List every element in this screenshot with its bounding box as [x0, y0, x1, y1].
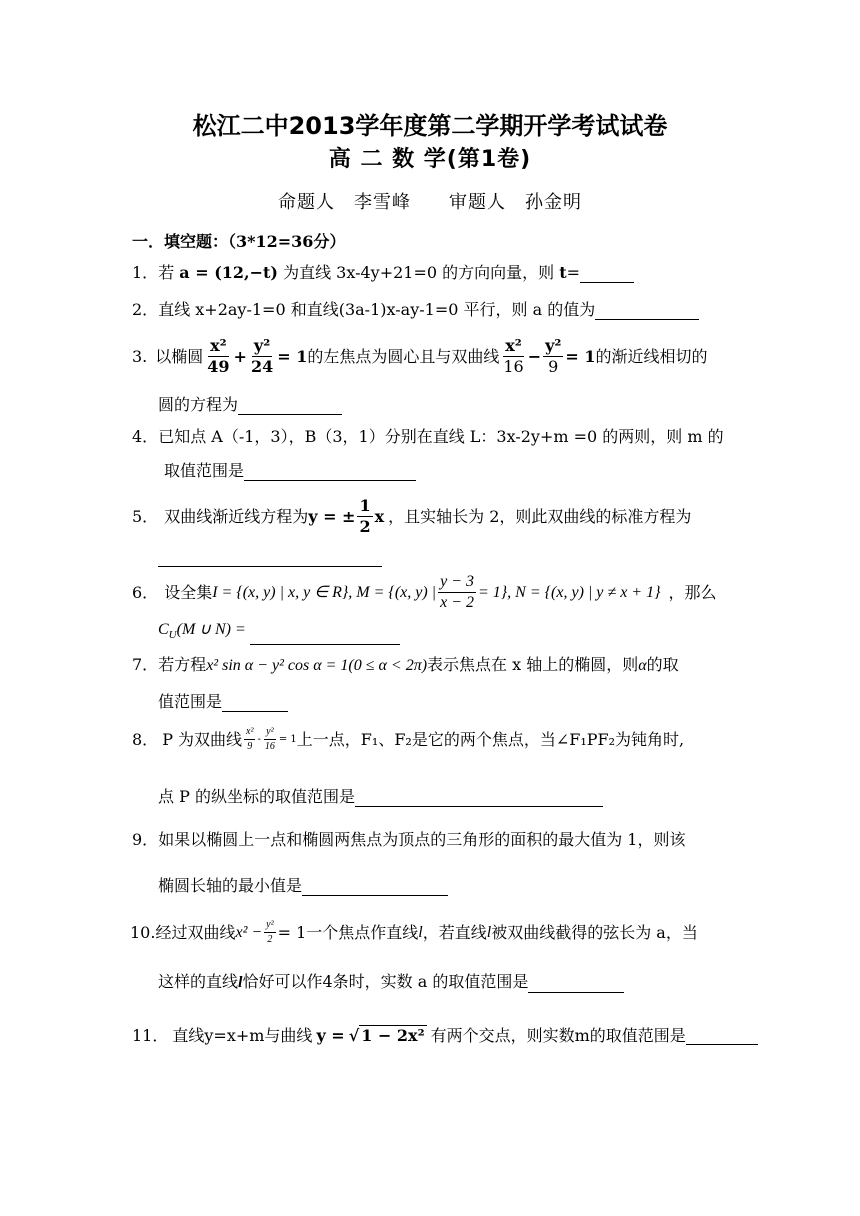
q4-number: 4． — [132, 427, 159, 446]
q3-minus: − — [527, 346, 542, 366]
q8-text-c: 为钝角时, — [615, 729, 685, 749]
question-3 — [132, 338, 708, 375]
question-2 — [132, 300, 699, 320]
q10-line-var-1: l — [418, 923, 423, 941]
q8-eq: = 1 — [278, 733, 297, 745]
q7-text-c: 的取 — [646, 655, 679, 674]
q1-number: 1． — [132, 263, 159, 282]
q7-math: x² sin α − y² cos α = 1(0 ≤ α < 2π) — [206, 657, 428, 674]
q6-complement: C — [158, 621, 169, 638]
q3-text-c: 的渐近线相切的 — [595, 346, 708, 366]
q3-number: 3. — [132, 346, 148, 366]
q7-answer-blank[interactable] — [222, 695, 288, 712]
q10-answer-blank[interactable] — [528, 976, 624, 993]
q6-text-b: ，那么 — [668, 582, 717, 602]
question-8-line2 — [158, 787, 603, 807]
q3-eq-1: = 1 — [277, 346, 308, 366]
q10-text-b: 一个焦点作直线 — [306, 922, 419, 942]
q11-math-a: y = — [316, 1026, 345, 1045]
q3-plus: + — [233, 346, 247, 366]
q11-number: 11． — [132, 1026, 169, 1045]
q1-text-a: 若 — [158, 263, 175, 282]
q1-vector: a = (12,−t) — [179, 263, 278, 282]
q10-line-var-2: l — [486, 923, 492, 941]
q8-answer-blank[interactable] — [355, 790, 603, 807]
q6-subscript: U — [168, 629, 177, 642]
q5-text-b: ，且实轴长为 2，则此双曲线的标准方程为 — [388, 506, 692, 526]
q2-number: 2． — [132, 300, 159, 319]
q3-fraction-1: $\frac{\text{x²}}{49}$ — [207, 336, 230, 376]
q8-fraction-1: $\frac{\text{x²}}{9}$ — [246, 726, 254, 752]
q3-fraction-3: $\frac{\text{x²}}{16}$ — [503, 336, 524, 376]
question-9 — [132, 830, 685, 850]
q7-alpha: α — [638, 657, 647, 674]
q3-fraction-2: $\frac{\text{y²}}{24}$ — [250, 336, 274, 376]
q8-minus: - — [257, 733, 261, 745]
q9-text-b: 椭圆长轴的最小值是 — [158, 876, 303, 895]
question-7-line2 — [158, 692, 288, 712]
question-4 — [132, 427, 724, 447]
q11-answer-blank[interactable] — [686, 1028, 758, 1045]
q8-angle: ∠F₁PF₂ — [555, 729, 616, 749]
q6-answer-blank[interactable] — [250, 628, 400, 645]
q9-number: 9． — [132, 830, 159, 849]
q2-text: 直线 x+2ay-1=0 和直线(3a-1)x-ay-1=0 平行，则 a 的值为 — [158, 300, 596, 319]
q10-number: 10. — [130, 922, 156, 942]
q8-text-d: 点 P 的纵坐标的取值范围是 — [158, 787, 355, 806]
q5-text-a: 双曲线渐近线方程为 — [164, 506, 309, 526]
question-5 — [132, 498, 691, 535]
q9-answer-blank[interactable] — [302, 879, 448, 896]
q7-text-d: 值范围是 — [158, 692, 223, 711]
q4-text-a: 已知点 A（-1，3），B（3，1）分别在直线 L：3x-2y+m =0 的两则，则 m 的 — [158, 427, 724, 446]
q10-line-var-3: l — [238, 974, 243, 991]
q1-var: t — [559, 263, 567, 282]
q8-number: 8． — [132, 729, 159, 749]
q6-math-c: (M ∪ N) = — [176, 621, 246, 638]
q11-text-b: 有两个交点，则实数m的取值范围是 — [430, 1026, 686, 1045]
question-11 — [132, 1026, 758, 1046]
q5-fraction: $\frac{1}{2}$ — [359, 496, 371, 536]
q3-text-b: 的左焦点为圆心且与双曲线 — [307, 346, 500, 366]
q6-fraction: $\frac{y - 3}{x - 2}$ — [440, 573, 474, 611]
q11-sqrt: √ 1 − 2x² — [348, 1026, 425, 1045]
q4-text-b: 取值范围是 — [164, 461, 245, 480]
q3-answer-blank[interactable] — [238, 398, 342, 415]
q5-number: 5． — [132, 506, 159, 526]
q7-text-b: 表示焦点在 x 轴上的椭圆，则 — [427, 655, 639, 674]
section-heading: 一．填空题：（3*12=36分） — [132, 232, 346, 251]
q1-text-b: 为直线 3x-4y+21=0 的方向向量，则 — [283, 263, 555, 282]
q6-math-b: = 1}, N = {(x, y) | y ≠ x + 1} — [477, 583, 661, 601]
q3-text-a: 以椭圆 — [155, 346, 204, 366]
q1-eq: = — [566, 263, 581, 282]
q1-answer-blank[interactable] — [580, 266, 634, 283]
question-4-line2 — [164, 461, 416, 481]
q6-number: 6． — [132, 582, 159, 602]
question-9-line2 — [158, 876, 448, 896]
q10-text-a: 经过双曲线 — [155, 922, 236, 942]
q7-text-a: 若方程 — [158, 655, 207, 674]
q3-fraction-4: $\frac{\text{y²}}{9}$ — [545, 336, 562, 376]
question-10-line2 — [158, 972, 624, 993]
q10-math-b: = 1 — [277, 922, 307, 942]
exam-subtitle: 高 二 数 学(第1卷) — [328, 147, 532, 172]
q8-text-b: 上一点，F₁、F₂是它的两个焦点，当 — [296, 729, 556, 749]
question-7 — [132, 655, 679, 676]
q5-math-a: y = ± — [308, 506, 356, 526]
question-8 — [132, 727, 684, 752]
question-3-line2 — [158, 395, 342, 415]
q8-text-a: P 为双曲线 — [162, 729, 243, 749]
question-1 — [132, 263, 634, 283]
q10-fraction: $\frac{\text{y²}}{2}$ — [266, 919, 274, 945]
q6-text-a: 设全集 — [164, 582, 213, 602]
q10-text-e: 这样的直线 — [158, 972, 239, 991]
q2-answer-blank[interactable] — [595, 303, 699, 320]
q9-text-a: 如果以椭圆上一点和椭圆两焦点为顶点的三角形的面积的最大值为 1，则该 — [158, 830, 686, 849]
q8-fraction-2: $\frac{\text{y²}}{16}$ — [264, 726, 275, 752]
question-6-line2 — [158, 619, 400, 645]
q4-answer-blank[interactable] — [244, 464, 416, 481]
q7-number: 7． — [132, 655, 159, 674]
authors-line: 命题人 李雪峰 审题人 孙金明 — [278, 192, 582, 213]
q10-math-a: x² − — [235, 923, 263, 941]
exam-title: 松江二中2013学年度第二学期开学考试试卷 — [192, 112, 668, 140]
question-6 — [132, 574, 717, 611]
q5-math-b: x — [374, 506, 385, 526]
q6-math-a: I = {(x, y) | x, y ∈ R}, M = {(x, y) | — [212, 583, 437, 601]
q11-text-a: 直线y=x+m与曲线 — [172, 1026, 313, 1045]
question-10 — [130, 920, 698, 945]
q3-eq-2: = 1 — [565, 346, 596, 366]
q10-text-f: 恰好可以作4条时，实数 a 的取值范围是 — [242, 972, 529, 991]
q3-text-d: 圆的方程为 — [158, 395, 239, 414]
q10-text-c: ，若直线 — [422, 922, 487, 942]
q5-answer-blank[interactable] — [158, 566, 382, 567]
q10-text-d: 被双曲线截得的弦长为 a，当 — [491, 922, 698, 942]
